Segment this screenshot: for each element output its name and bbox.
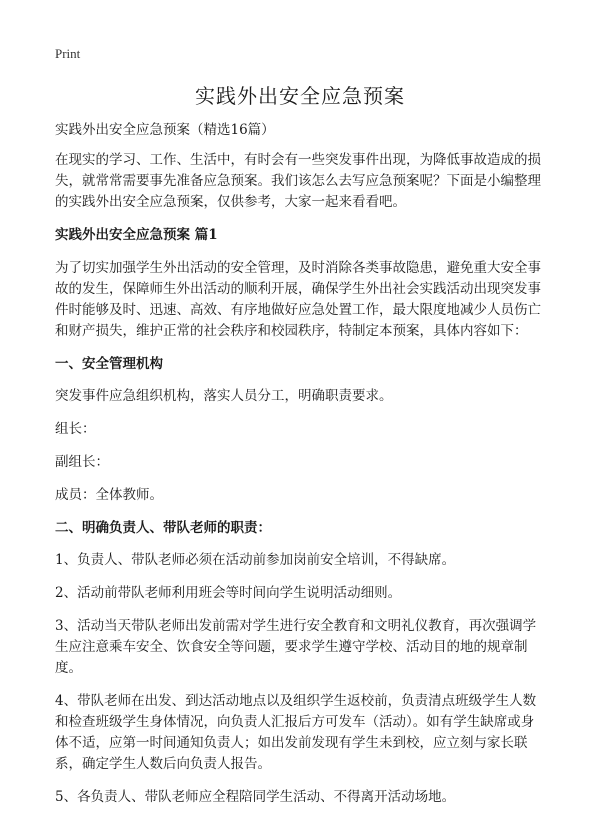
section1-text: 突发事件应急组织机构，落实人员分工，明确职责要求。 [55,388,393,404]
section1-heading: 一、安全管理机构 [55,356,163,372]
duty-item-1: 1、负责人、带队老师必须在活动前参加岗前安全培训，不得缺席。 [55,552,456,568]
leader-line: 组长： [55,421,96,437]
duty-item-2: 2、活动前带队老师利用班会等时间向学生说明活动细则。 [55,585,402,601]
duty-item-3: 3、活动当天带队老师出发前需对学生进行安全教育和文明礼仪教育，再次强调学生应注意乘车安全、饮食安全等问题，要求学生遵守学校、活动目的地的规章制度。 [55,618,537,676]
intro-paragraph: 在现实的学习、工作、生活中，有时会有一些突发事件出现，为降低事故造成的损失，就常常需要事先准备应急预案。我们该怎么去写应急预案呢？下面是小编整理的实践外出安全应急预案，仅供参考，大家一起来看看吧。 [55,152,541,210]
section2-heading: 二、明确负责人、带队老师的职责： [55,520,271,536]
purpose-paragraph: 为了切实加强学生外出活动的安全管理，及时消除各类事故隐患，避免重大安全事故的发生，保障师生外出活动的顺利开展，确保学生外出社会实践活动出现突发事件时能够及时、迅速、高效、有序地做好应急处置工作，最大限度地减少人员伤亡和财产损失，维护正常的社会秩序和校园秩序，特制定本预案，具体内容如下： [55,260,541,339]
duty-item-5: 5、各负责人、带队老师应全程陪同学生活动、不得离开活动场地。 [55,789,456,805]
members-line: 成员：全体教师。 [55,487,163,503]
document-body [55,120,547,820]
print-label: Print [55,46,81,61]
deputy-leader-line: 副组长： [55,454,109,470]
article-heading: 实践外出安全应急预案 篇1 [55,227,218,243]
document-subtitle: 实践外出安全应急预案（精选16篇） [55,122,275,138]
page-title: 实践外出安全应急预案 [195,84,405,108]
duty-item-4: 4、带队老师在出发、到达活动地点以及组织学生返校前，负责清点班级学生人数和检查班级学生身体情况，向负责人汇报后方可发车（活动）。如有学生缺席或身体不适，应第一时间通知负责人；如出发前发现有学生未到校，应立刻与家长联系，确定学生人数后向负责人报告。 [55,693,537,772]
